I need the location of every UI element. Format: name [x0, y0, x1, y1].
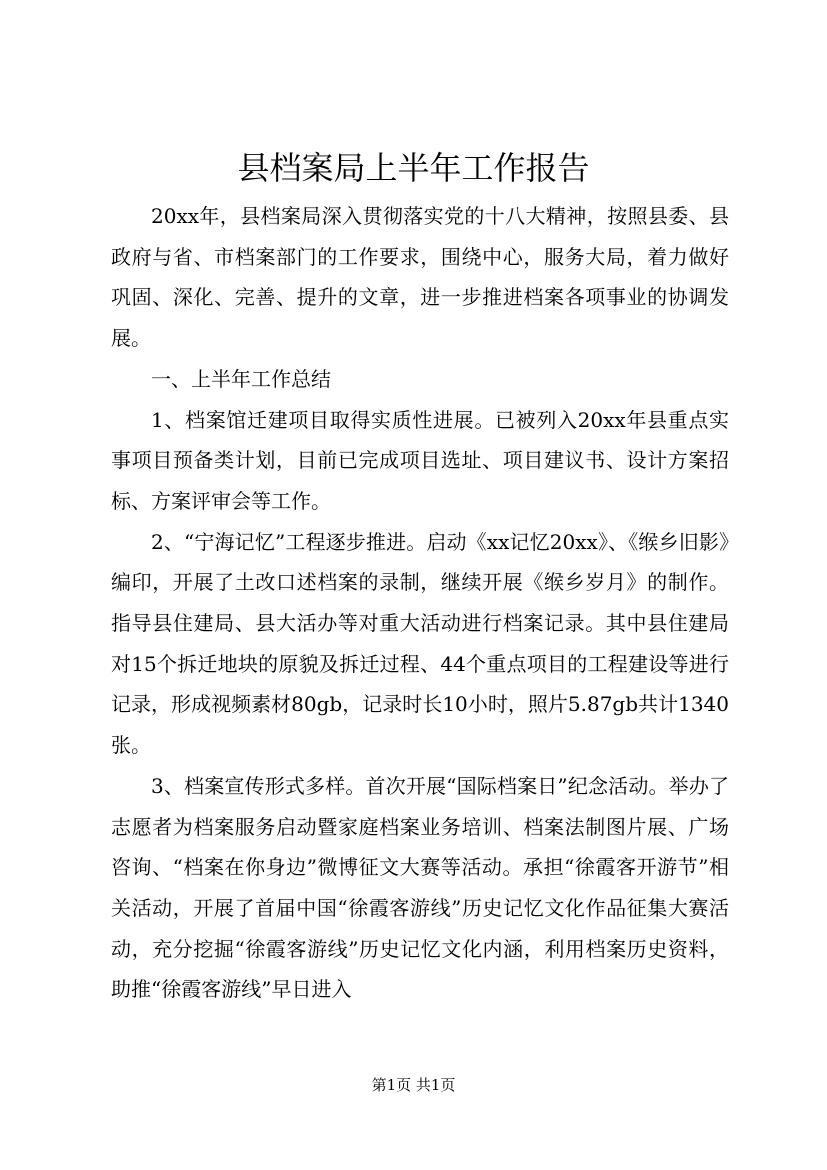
paragraph-item-3: 3、档案宣传形式多样。首次开展“国际档案日”纪念活动。举办了志愿者为档案服务启动暨家庭档案业务培训、档案法制图片展、广场咨询、“档案在你身边”微博征文大赛等活动。承担“徐霞客开游节”相关活动，开展了首届中国“徐霞客游线”历史记忆文化作品征集大赛活动，充分挖掘“徐霞客游线”历史记忆文化内涵，利用档案历史资料，助推“徐霞客游线”早日进入: [111, 773, 729, 1002]
section-heading: 一、上半年工作总结: [151, 366, 331, 391]
paragraph-item-1: 1、档案馆迁建项目取得实质性进展。已被列入20xx年县重点实事项目预备类计划，目前已完成项目选址、项目建议书、设计方案招标、方案评审会等工作。: [111, 407, 729, 513]
paragraph-item-2: 2、“宁海记忆”工程逐步推进。启动《xx记忆20xx》、《缑乡旧影》编印，开展了土改口述档案的录制，继续开展《缑乡岁月》的制作。指导县住建局、县大活办等对重大活动进行档案记录。其中县住建局对15个拆迁地块的原貌及拆迁过程、44个重点项目的工程建设等进行记录，形成视频素材80gb，记录时长10小时，照片5.87gb共计1340张。: [111, 529, 729, 758]
document-title: 县档案局上半年工作报告: [237, 149, 590, 187]
page-footer: 第1页 共1页: [371, 1076, 456, 1094]
paragraph-intro: 20xx年，县档案局深入贯彻落实党的十八大精神，按照县委、县政府与省、市档案部门的工作要求，围绕中心，服务大局，着力做好巩固、深化、完善、提升的文章，进一步推进档案各项事业的协调发展。: [111, 204, 729, 351]
document-body: [111, 196, 729, 1010]
